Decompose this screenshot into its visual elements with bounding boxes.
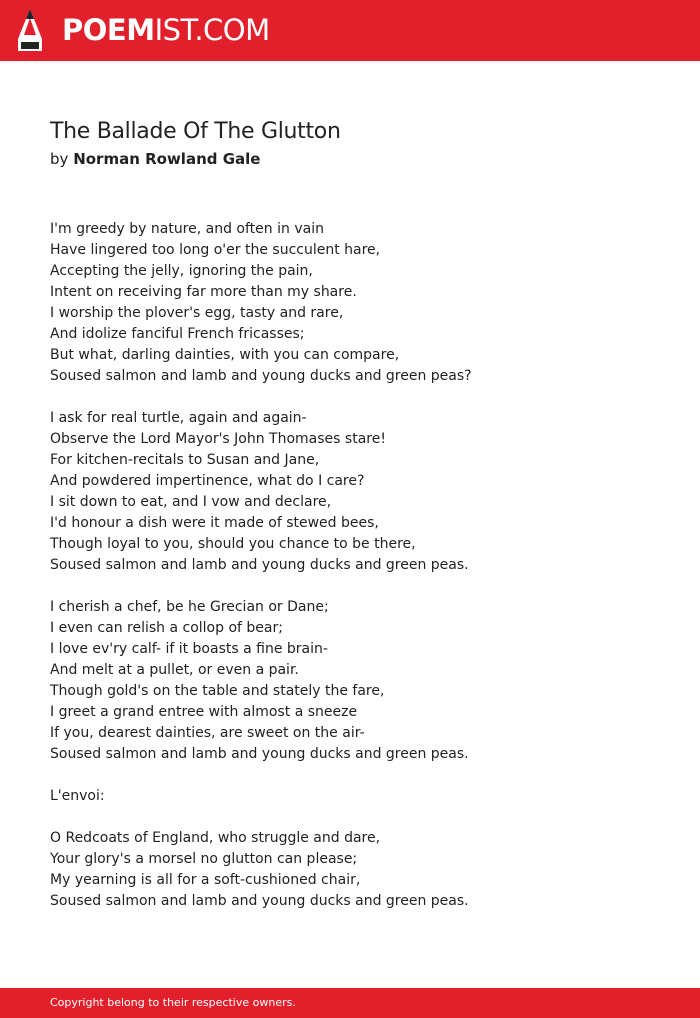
author-name: Norman Rowland Gale <box>73 150 261 168</box>
poem-line: Soused salmon and lamb and young ducks and green peas. <box>50 746 469 762</box>
poem-line: For kitchen-recitals to Susan and Jane, <box>50 452 320 468</box>
poem-line: Have lingered too long o'er the succulent hare, <box>50 242 381 258</box>
stanza <box>50 597 650 765</box>
poem-line: I love ev'ry calf- if it boasts a fine brain- <box>50 641 328 657</box>
poem-line: I even can relish a collop of bear; <box>50 620 283 636</box>
poem-line: I sit down to eat, and I vow and declare, <box>50 494 332 510</box>
site-logo[interactable] <box>62 12 270 48</box>
poem-line: L'envoi: <box>50 788 105 804</box>
poem-line: Soused salmon and lamb and young ducks and green peas? <box>50 368 472 384</box>
poem-line: I worship the plover's egg, tasty and rare, <box>50 305 344 321</box>
by-label: by <box>50 150 69 168</box>
poem-title: The Ballade Of The Glutton <box>50 119 341 144</box>
stanza <box>50 786 650 807</box>
stanza <box>50 408 650 576</box>
poem-line: My yearning is all for a soft-cushioned chair, <box>50 872 361 888</box>
byline <box>50 149 260 169</box>
poem-line: Soused salmon and lamb and young ducks and green peas. <box>50 557 469 573</box>
poem-line: And melt at a pullet, or even a pair. <box>50 662 299 678</box>
copyright-text: Copyright belong to their respective owners. <box>50 996 296 1009</box>
site-footer <box>0 988 700 1018</box>
stanza <box>50 828 650 912</box>
poem-line: But what, darling dainties, with you can compare, <box>50 347 400 363</box>
poem-line: If you, dearest dainties, are sweet on the air- <box>50 725 365 741</box>
poem-line: And powdered impertinence, what do I care? <box>50 473 365 489</box>
logo-text-light: IST.COM <box>154 13 270 47</box>
poem-body <box>50 219 650 933</box>
poem-line: I cherish a chef, be he Grecian or Dane; <box>50 599 329 615</box>
poem-line: Intent on receiving far more than my share. <box>50 284 357 300</box>
stanza <box>50 219 650 387</box>
site-header <box>0 0 700 61</box>
poem-line: I ask for real turtle, again and again- <box>50 410 307 426</box>
poem-line: Soused salmon and lamb and young ducks and green peas. <box>50 893 469 909</box>
poem-line: O Redcoats of England, who struggle and dare, <box>50 830 381 846</box>
poem-line: And idolize fanciful French fricasses; <box>50 326 305 342</box>
poem-line: Observe the Lord Mayor's John Thomases stare! <box>50 431 386 447</box>
logo-text-bold: POEM <box>62 13 155 47</box>
poem-line: Accepting the jelly, ignoring the pain, <box>50 263 313 279</box>
pencil-icon <box>17 9 43 51</box>
poem-line: I'd honour a dish were it made of stewed bees, <box>50 515 379 531</box>
poem-line: I greet a grand entree with almost a sneeze <box>50 704 358 720</box>
poem-line: Though gold's on the table and stately the fare, <box>50 683 385 699</box>
poem-line: Your glory's a morsel no glutton can please; <box>50 851 358 867</box>
poem-line: Though loyal to you, should you chance to be there, <box>50 536 416 552</box>
poem-line: I'm greedy by nature, and often in vain <box>50 221 324 237</box>
